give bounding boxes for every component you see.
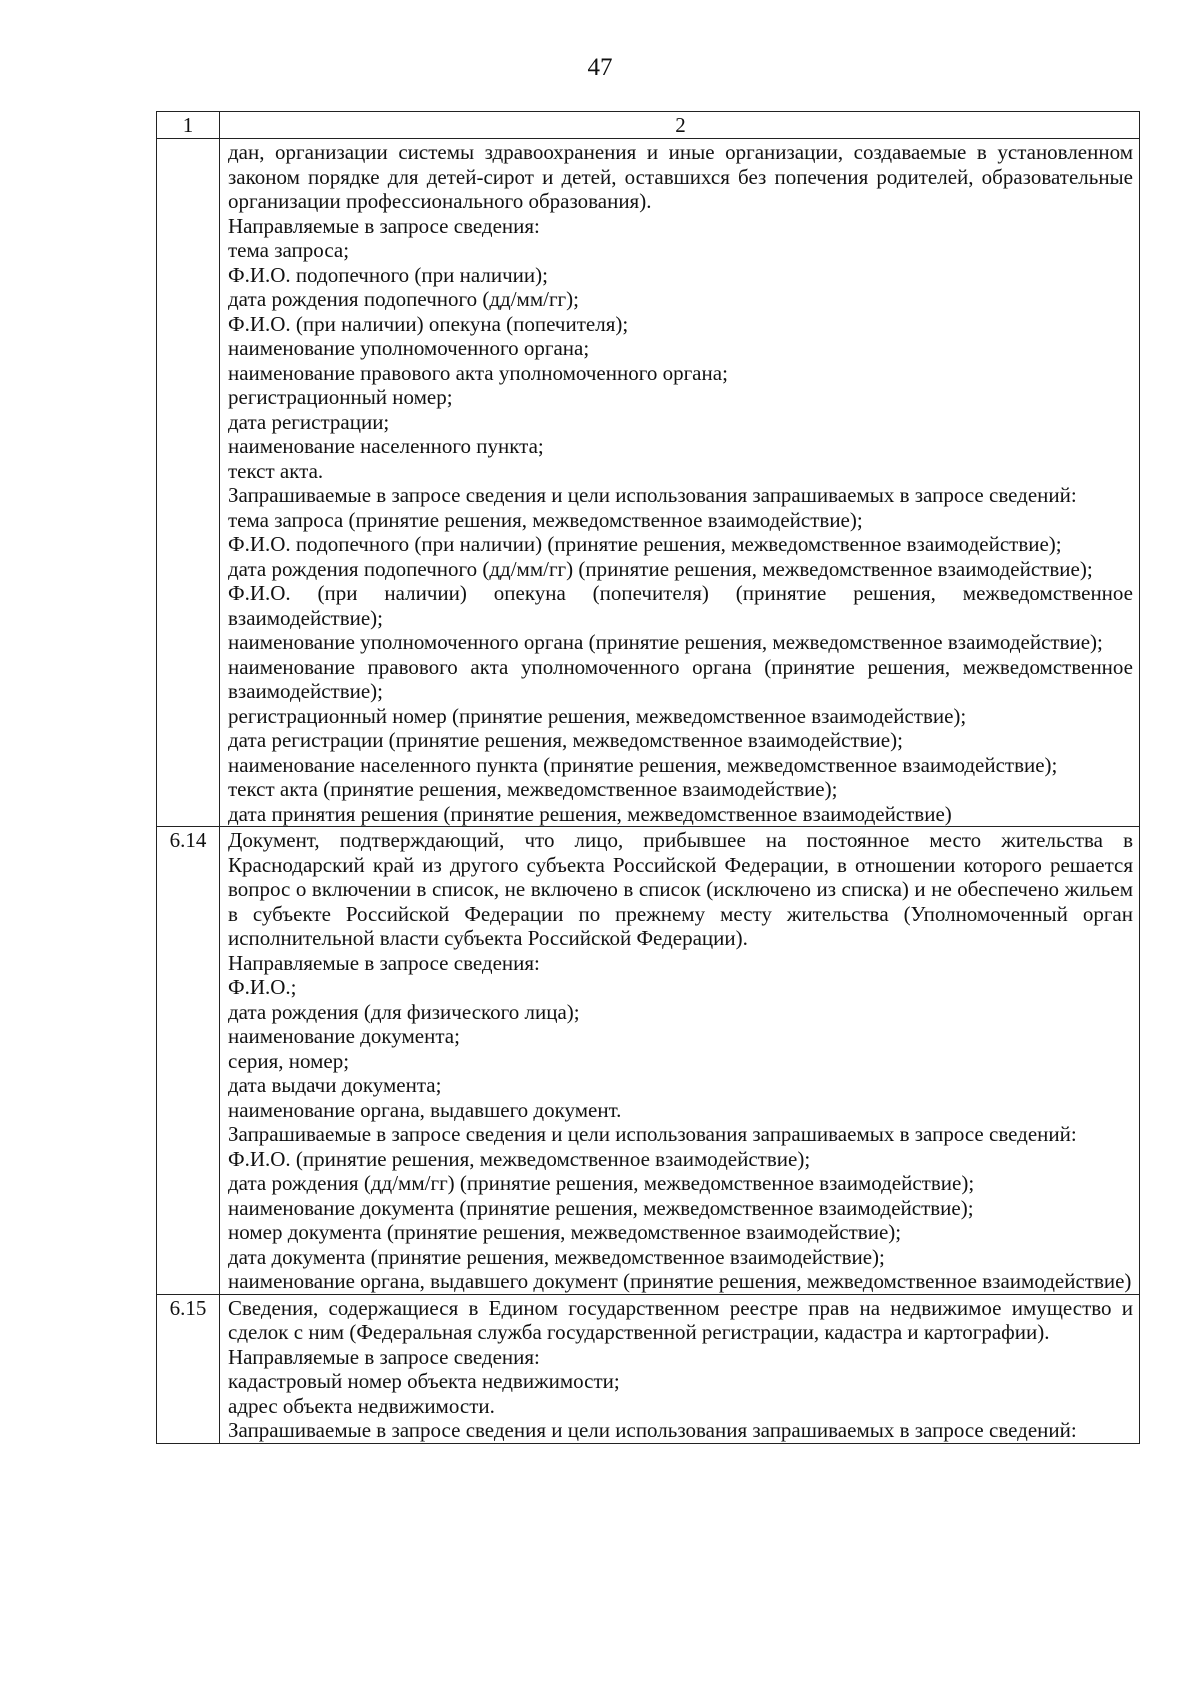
paragraph: Ф.И.О. (при наличии) опекуна (попечителя) (принятие решения, межведомственное взаимодействие); — [228, 581, 1133, 630]
row-content — [220, 139, 1140, 827]
paragraph: наименование документа; — [228, 1024, 460, 1048]
paragraph: Документ, подтверждающий, что лицо, прибывшее на постоянное место жительства в Краснодарский край из другого субъекта Российской Федерации, в отношении которого решается вопрос о включении в список, не включено в список (исключено из списка) и не обеспечено жильем в субъекте Российской Федерации по прежнему месту жительства (Уполномоченный орган исполнительной власти субъекта Российской Федерации). — [228, 828, 1133, 950]
row-number — [157, 139, 220, 827]
paragraph: текст акта (принятие решения, межведомственное взаимодействие); — [228, 777, 838, 801]
paragraph: регистрационный номер; — [228, 385, 453, 409]
paragraph: дата рождения подопечного (дд/мм/гг); — [228, 287, 580, 311]
paragraph: Направляемые в запросе сведения: — [228, 213, 540, 238]
header-col-number: 1 — [157, 112, 220, 139]
document-table — [156, 111, 1140, 1444]
table-row — [157, 1294, 1140, 1443]
row-number: 6.14 — [157, 827, 220, 1295]
paragraph: Ф.И.О.; — [228, 975, 297, 999]
paragraph: наименование документа (принятие решения, межведомственное взаимодействие); — [228, 1195, 974, 1220]
paragraph: наименование населенного пункта; — [228, 434, 544, 458]
table-row — [157, 139, 1140, 827]
page-number: 47 — [587, 54, 613, 81]
row-content — [220, 827, 1140, 1295]
table-row — [157, 827, 1140, 1295]
paragraph: Запрашиваемые в запросе сведения и цели использования запрашиваемых в запросе сведений: — [228, 1418, 1077, 1442]
paragraph: дата рождения (дд/мм/гг) (принятие решения, межведомственное взаимодействие); — [228, 1171, 975, 1195]
paragraph: Направляемые в запросе сведения: — [228, 1344, 540, 1369]
paragraph: наименование органа, выдавшего документ. — [228, 1097, 622, 1122]
paragraph: наименование правового акта уполномоченного органа; — [228, 360, 728, 385]
paragraph: дата выдачи документа; — [228, 1073, 442, 1097]
paragraph: Сведения, содержащиеся в Едином государственном реестре прав на недвижимое имущество и сделок с ним (Федеральная служба государственной регистрации, кадастра и картографии). — [228, 1295, 1133, 1344]
paragraph: тема запроса; — [228, 238, 350, 262]
paragraph: серия, номер; — [228, 1048, 350, 1073]
row-content — [220, 1294, 1140, 1443]
paragraph: наименование правового акта уполномоченного органа (принятие решения, межведомственное взаимодействие); — [228, 654, 1133, 703]
paragraph: дата принятия решения (принятие решения, межведомственное взаимодействие) — [228, 801, 952, 826]
paragraph: дан, организации системы здравоохранения и иные организации, создаваемые в установленном законом порядке для детей-сирот и детей, оставшихся без попечения родителей, образовательные организации профессионального образования). — [228, 140, 1133, 213]
paragraph: дата документа (принятие решения, межведомственное взаимодействие); — [228, 1244, 885, 1269]
paragraph: кадастровый номер объекта недвижимости; — [228, 1369, 620, 1393]
paragraph: наименование уполномоченного органа (принятие решения, межведомственное взаимодействие); — [228, 630, 1103, 654]
paragraph: наименование населенного пункта (принятие решения, межведомственное взаимодействие); — [228, 752, 1058, 777]
paragraph: номер документа (принятие решения, межведомственное взаимодействие); — [228, 1220, 902, 1244]
paragraph: Ф.И.О. (при наличии) опекуна (попечителя); — [228, 311, 629, 336]
paragraph: наименование уполномоченного органа; — [228, 336, 590, 360]
paragraph: дата регистрации; — [228, 409, 390, 434]
paragraph: адрес объекта недвижимости. — [228, 1393, 495, 1418]
paragraph: дата регистрации (принятие решения, межведомственное взаимодействие); — [228, 728, 903, 752]
table-header-row — [157, 112, 1140, 139]
paragraph: Запрашиваемые в запросе сведения и цели использования запрашиваемых в запросе сведений: — [228, 483, 1077, 507]
paragraph: дата рождения подопечного (дд/мм/гг) (принятие решения, межведомственное взаимодействие); — [228, 556, 1093, 581]
row-number: 6.15 — [157, 1294, 220, 1443]
header-col-text: 2 — [220, 112, 1140, 139]
paragraph: наименование органа, выдавшего документ (принятие решения, межведомственное взаимодействие) — [228, 1269, 1132, 1293]
paragraph: дата рождения (для физического лица); — [228, 999, 580, 1024]
paragraph: Направляемые в запросе сведения: — [228, 950, 540, 975]
paragraph: Ф.И.О. (принятие решения, межведомственное взаимодействие); — [228, 1146, 811, 1171]
paragraph: Запрашиваемые в запросе сведения и цели использования запрашиваемых в запросе сведений: — [228, 1122, 1077, 1146]
paragraph: тема запроса (принятие решения, межведомственное взаимодействие); — [228, 507, 863, 532]
paragraph: текст акта. — [228, 458, 324, 483]
paragraph: Ф.И.О. подопечного (при наличии) (принятие решения, межведомственное взаимодействие); — [228, 532, 1062, 556]
paragraph: регистрационный номер (принятие решения, межведомственное взаимодействие); — [228, 703, 967, 728]
paragraph: Ф.И.О. подопечного (при наличии); — [228, 262, 548, 287]
